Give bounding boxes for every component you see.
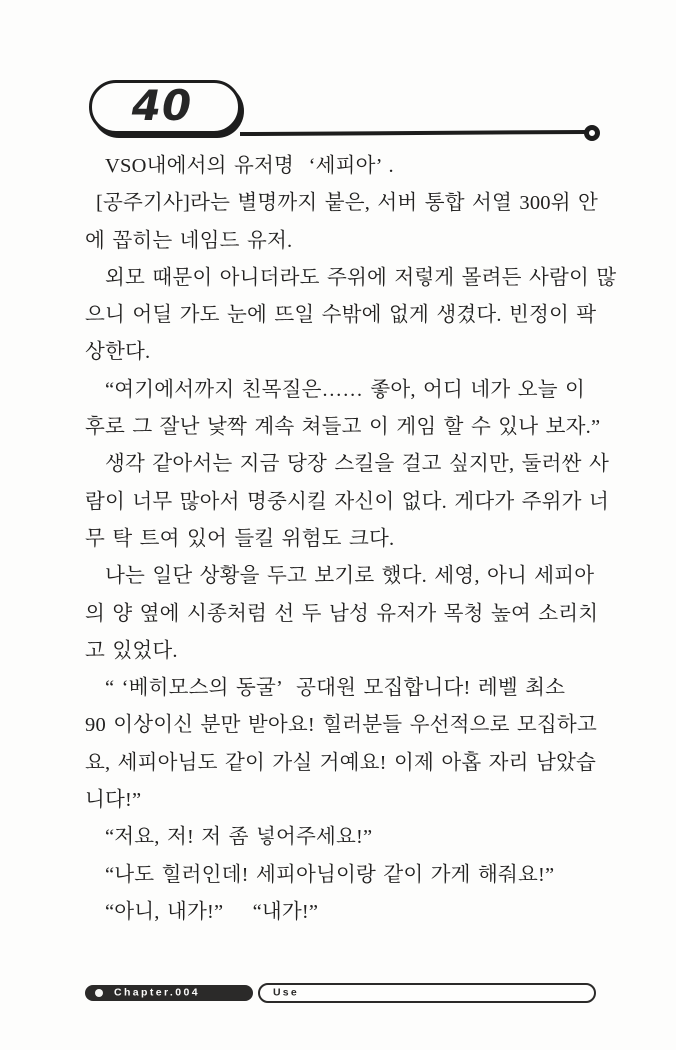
text-line: “나도 힐러인데! 세피아님이랑 같이 가게 해줘요!” bbox=[105, 863, 555, 886]
text-line: 의 양 옆에 시종처럼 선 두 남성 유저가 목청 높여 소리치 bbox=[85, 602, 599, 625]
page-number: 40 bbox=[131, 80, 193, 130]
text-line: 니다!” bbox=[85, 789, 142, 812]
bullet-dot-icon bbox=[95, 989, 103, 997]
text-line: 생각 같아서는 지금 당장 스킬을 걸고 싶지만, 둘러싼 사 bbox=[105, 453, 609, 476]
text-line: [공주기사]라는 별명까지 붙은, 서버 통합 서열 300위 안 bbox=[96, 192, 599, 215]
header-rule-line bbox=[240, 130, 586, 136]
page-number-badge bbox=[89, 80, 241, 134]
text-line: 요, 세피아님도 같이 가실 거예요! 이제 아홉 자리 남았습 bbox=[85, 751, 597, 774]
chapter-label: Chapter.004 bbox=[114, 986, 200, 999]
text-line: 으니 어딜 가도 눈에 뜨일 수밖에 없게 생겼다. 빈정이 팍 bbox=[85, 304, 597, 327]
text-line: “여기에서까지 친목질은…… 좋아, 어디 네가 오늘 이 bbox=[105, 378, 586, 401]
section-label: Use bbox=[273, 986, 299, 999]
text-line: 람이 너무 많아서 명중시킬 자신이 없다. 게다가 주위가 너 bbox=[85, 490, 609, 513]
text-line: 고 있었다. bbox=[85, 639, 178, 662]
chapter-badge bbox=[85, 985, 253, 1001]
text-line: VSO내에서의 유저명 ‘세피아’ . bbox=[105, 155, 394, 177]
text-line: 90 이상이신 분만 받아요! 힐러분들 우선적으로 모집하고 bbox=[85, 714, 597, 737]
section-pill bbox=[258, 983, 596, 1003]
body-text bbox=[85, 148, 625, 931]
text-line: 에 꼽히는 네임드 유저. bbox=[85, 229, 293, 252]
text-line: 나는 일단 상황을 두고 보기로 했다. 세영, 아니 세피아 bbox=[105, 565, 595, 588]
text-line: 무 탁 트여 있어 들킬 위험도 크다. bbox=[85, 527, 395, 550]
text-line: “저요, 저! 저 좀 넣어주세요!” bbox=[105, 826, 373, 849]
text-line: 외모 때문이 아니더라도 주위에 저렇게 몰려든 사람이 많 bbox=[105, 266, 617, 289]
header-ring-ornament bbox=[584, 125, 600, 141]
text-line: 상한다. bbox=[85, 341, 151, 364]
text-line: “아니, 내가!” “내가!” bbox=[105, 900, 319, 923]
text-line: 후로 그 잘난 낯짝 계속 쳐들고 이 게임 할 수 있나 보자.” bbox=[85, 416, 601, 439]
text-line: “ ‘베히모스의 동굴’ 공대원 모집합니다! 레벨 최소 bbox=[105, 677, 566, 700]
